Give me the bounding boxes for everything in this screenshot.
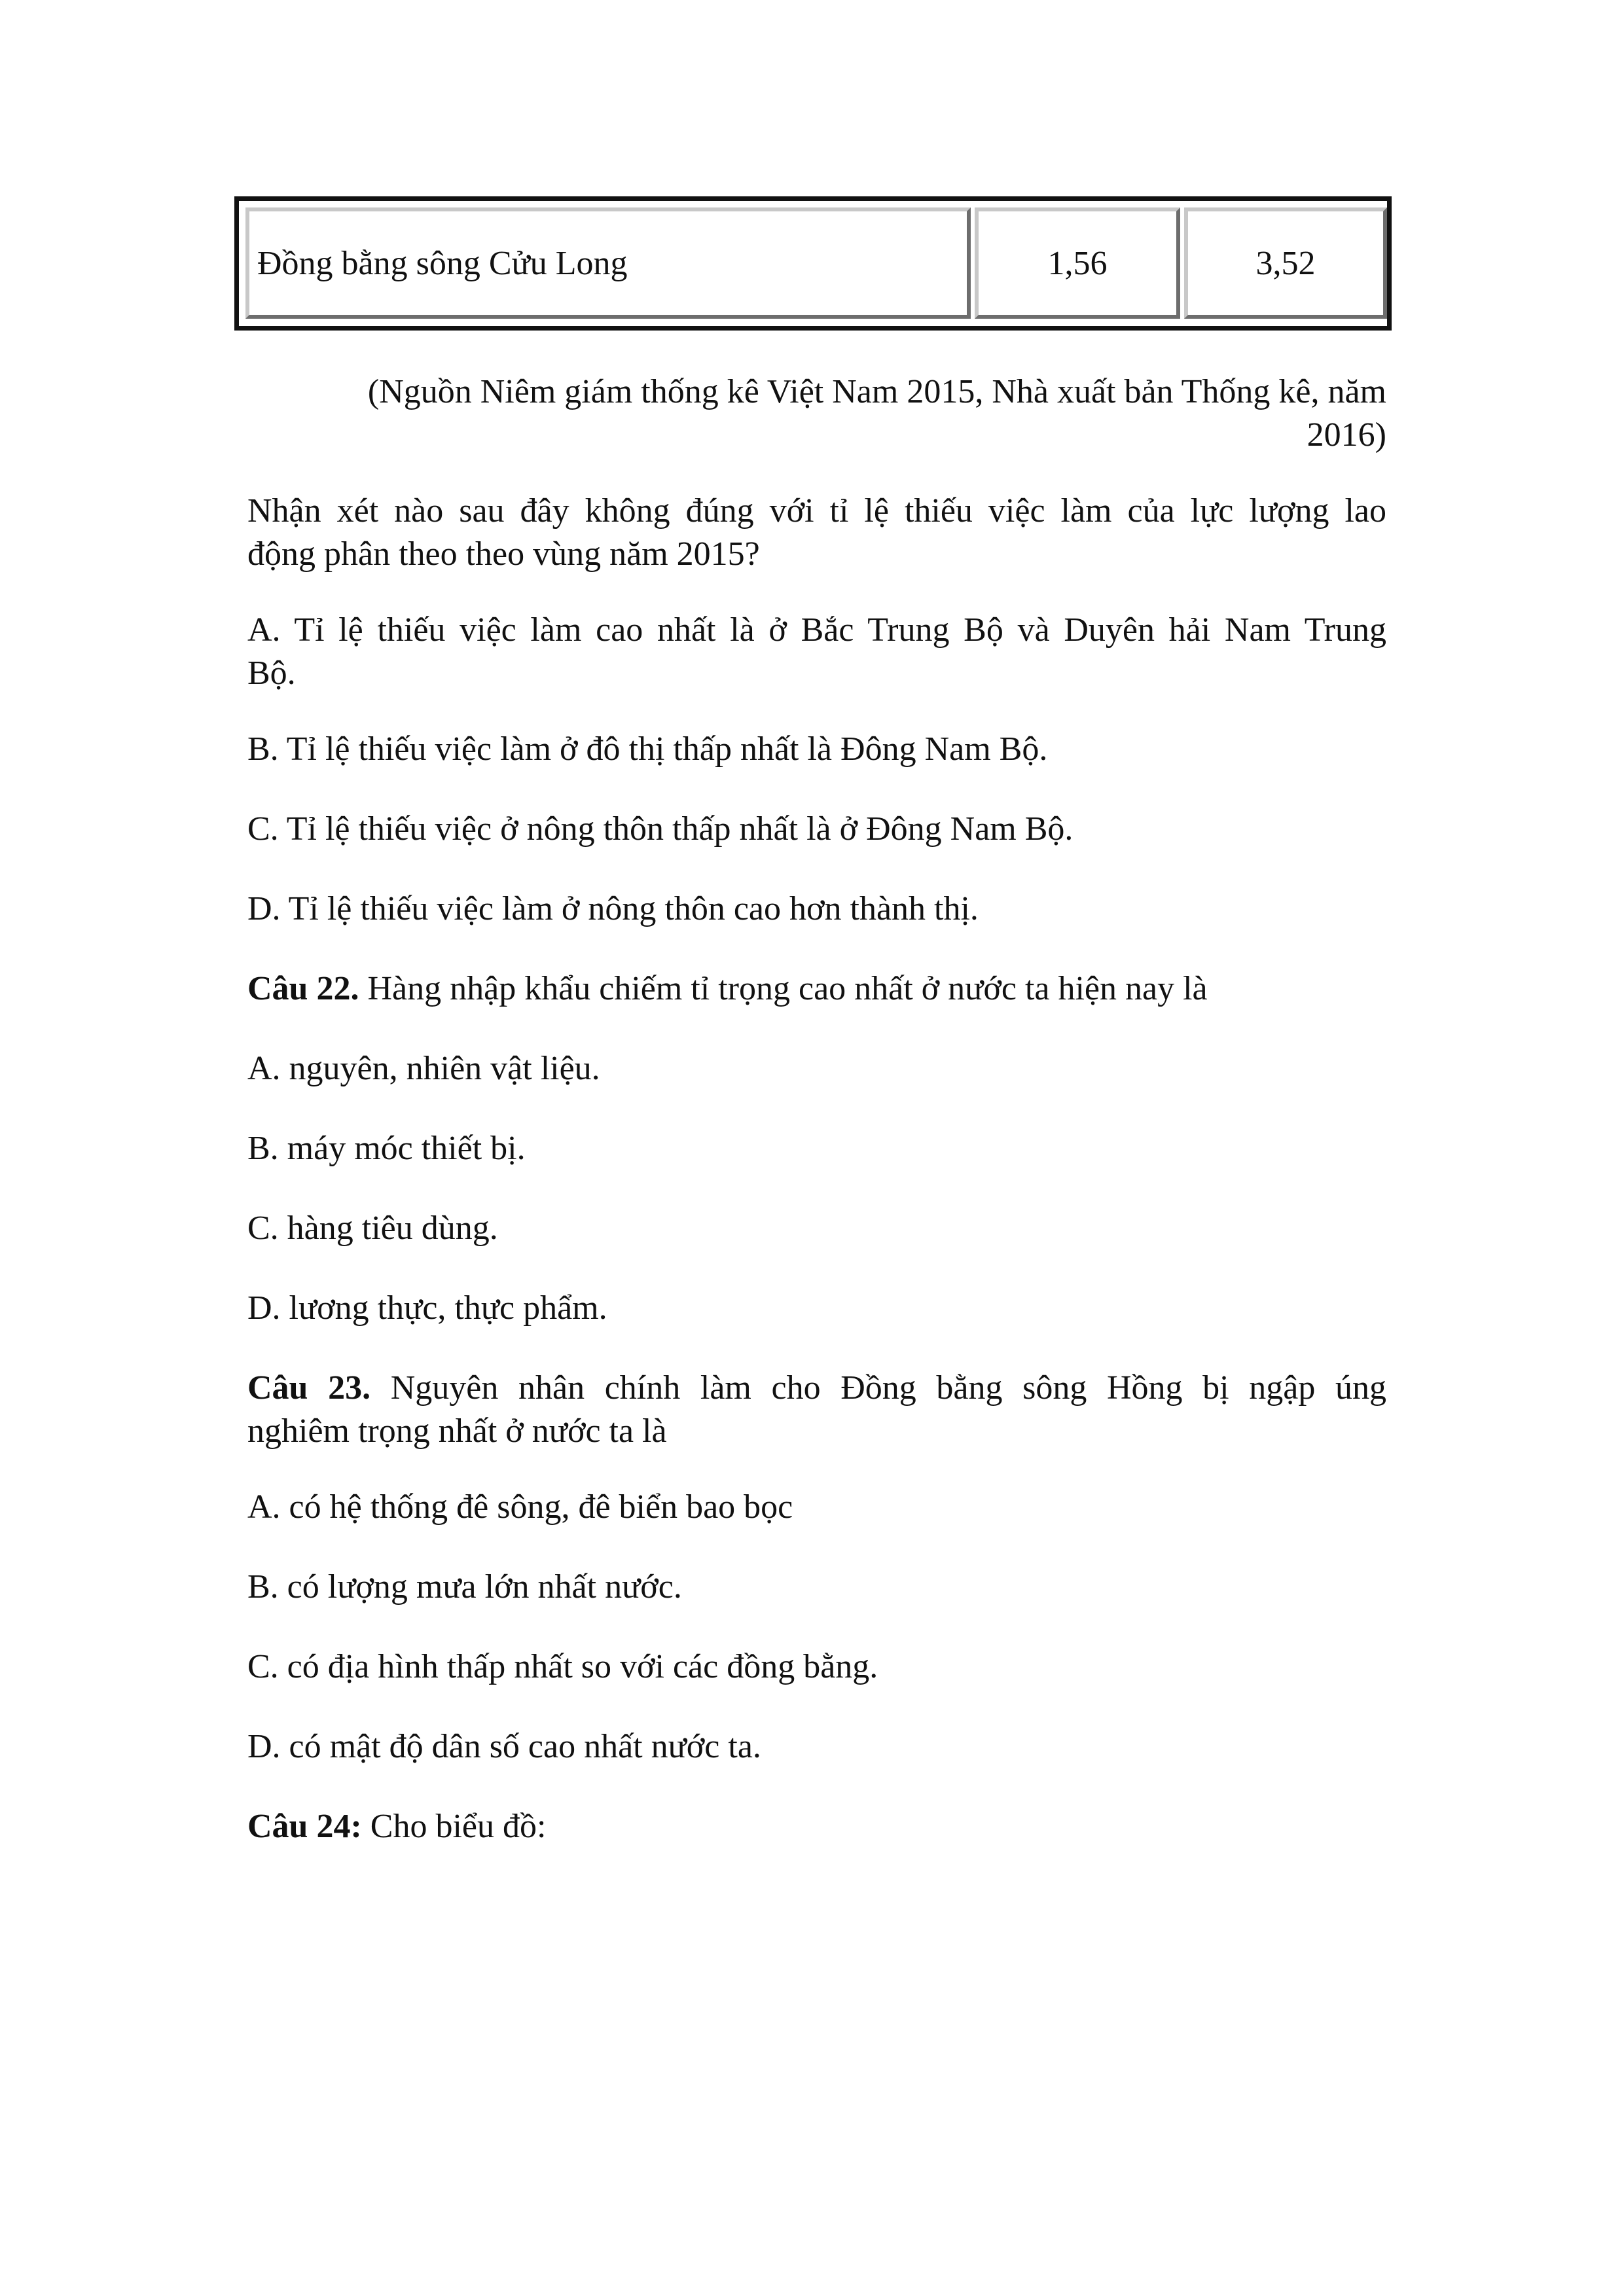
q23-stem-line2: nghiêm trọng nhất ở nước ta là <box>247 1412 667 1450</box>
q21-option-c: C. Tỉ lệ thiếu việc ở nông thôn thấp nhất là ở Đông Nam Bộ. <box>247 810 1074 848</box>
q22-stem-text: Hàng nhập khẩu chiếm tỉ trọng cao nhất ở nước ta hiện nay là <box>359 970 1208 1007</box>
q23-option-d: D. có mật độ dân số cao nhất nước ta. <box>247 1728 761 1765</box>
table-cell-urban: 1,56 <box>975 207 1180 319</box>
source-note-line2: 2016) <box>1307 416 1386 454</box>
q23-option-a: A. có hệ thống đê sông, đê biển bao bọc <box>247 1488 793 1526</box>
q22-option-b: B. máy móc thiết bị. <box>247 1130 526 1167</box>
q24-label: Câu 24: <box>247 1808 362 1845</box>
source-note-line1: (Nguồn Niêm giám thống kê Việt Nam 2015, Nhà xuất bản Thống kê, năm <box>367 373 1386 410</box>
q22-stem <box>247 967 1386 1011</box>
q24-stem <box>247 1805 1386 1848</box>
q21-option-a-line1: A. Tỉ lệ thiếu việc làm cao nhất là ở Bắc Trung Bộ và Duyên hải Nam Trung <box>247 611 1386 649</box>
q23-stem-line1 <box>247 1367 1386 1410</box>
q24-stem-text: Cho biểu đồ: <box>361 1808 547 1845</box>
q23-label: Câu 23. <box>247 1369 371 1407</box>
table-cell-rural: 3,52 <box>1184 207 1387 319</box>
q23-stem-text: Nguyên nhân chính làm cho Đồng bằng sông Hồng bị ngập úng <box>370 1369 1386 1407</box>
data-table <box>234 196 1392 331</box>
q22-option-c: C. hàng tiêu dùng. <box>247 1210 498 1247</box>
q23-option-c: C. có địa hình thấp nhất so với các đồng bằng. <box>247 1648 878 1685</box>
q21-option-d: D. Tỉ lệ thiếu việc làm ở nông thôn cao hơn thành thị. <box>247 890 979 927</box>
q21-option-a-line2: Bộ. <box>247 655 296 692</box>
q21-stem-line1: Nhận xét nào sau đây không đúng với tỉ lệ thiếu việc làm của lực lượng lao <box>247 492 1386 529</box>
q22-option-a: A. nguyên, nhiên vật liệu. <box>247 1050 600 1087</box>
q22-option-d: D. lương thực, thực phẩm. <box>247 1289 607 1327</box>
q22-label: Câu 22. <box>247 970 359 1007</box>
q23-option-b: B. có lượng mưa lớn nhất nước. <box>247 1568 682 1605</box>
q21-option-b: B. Tỉ lệ thiếu việc làm ở đô thị thấp nhất là Đông Nam Bộ. <box>247 730 1048 768</box>
q21-stem-line2: động phân theo theo vùng năm 2015? <box>247 535 760 573</box>
table-cell-region: Đồng bằng sông Cửu Long <box>245 207 971 319</box>
